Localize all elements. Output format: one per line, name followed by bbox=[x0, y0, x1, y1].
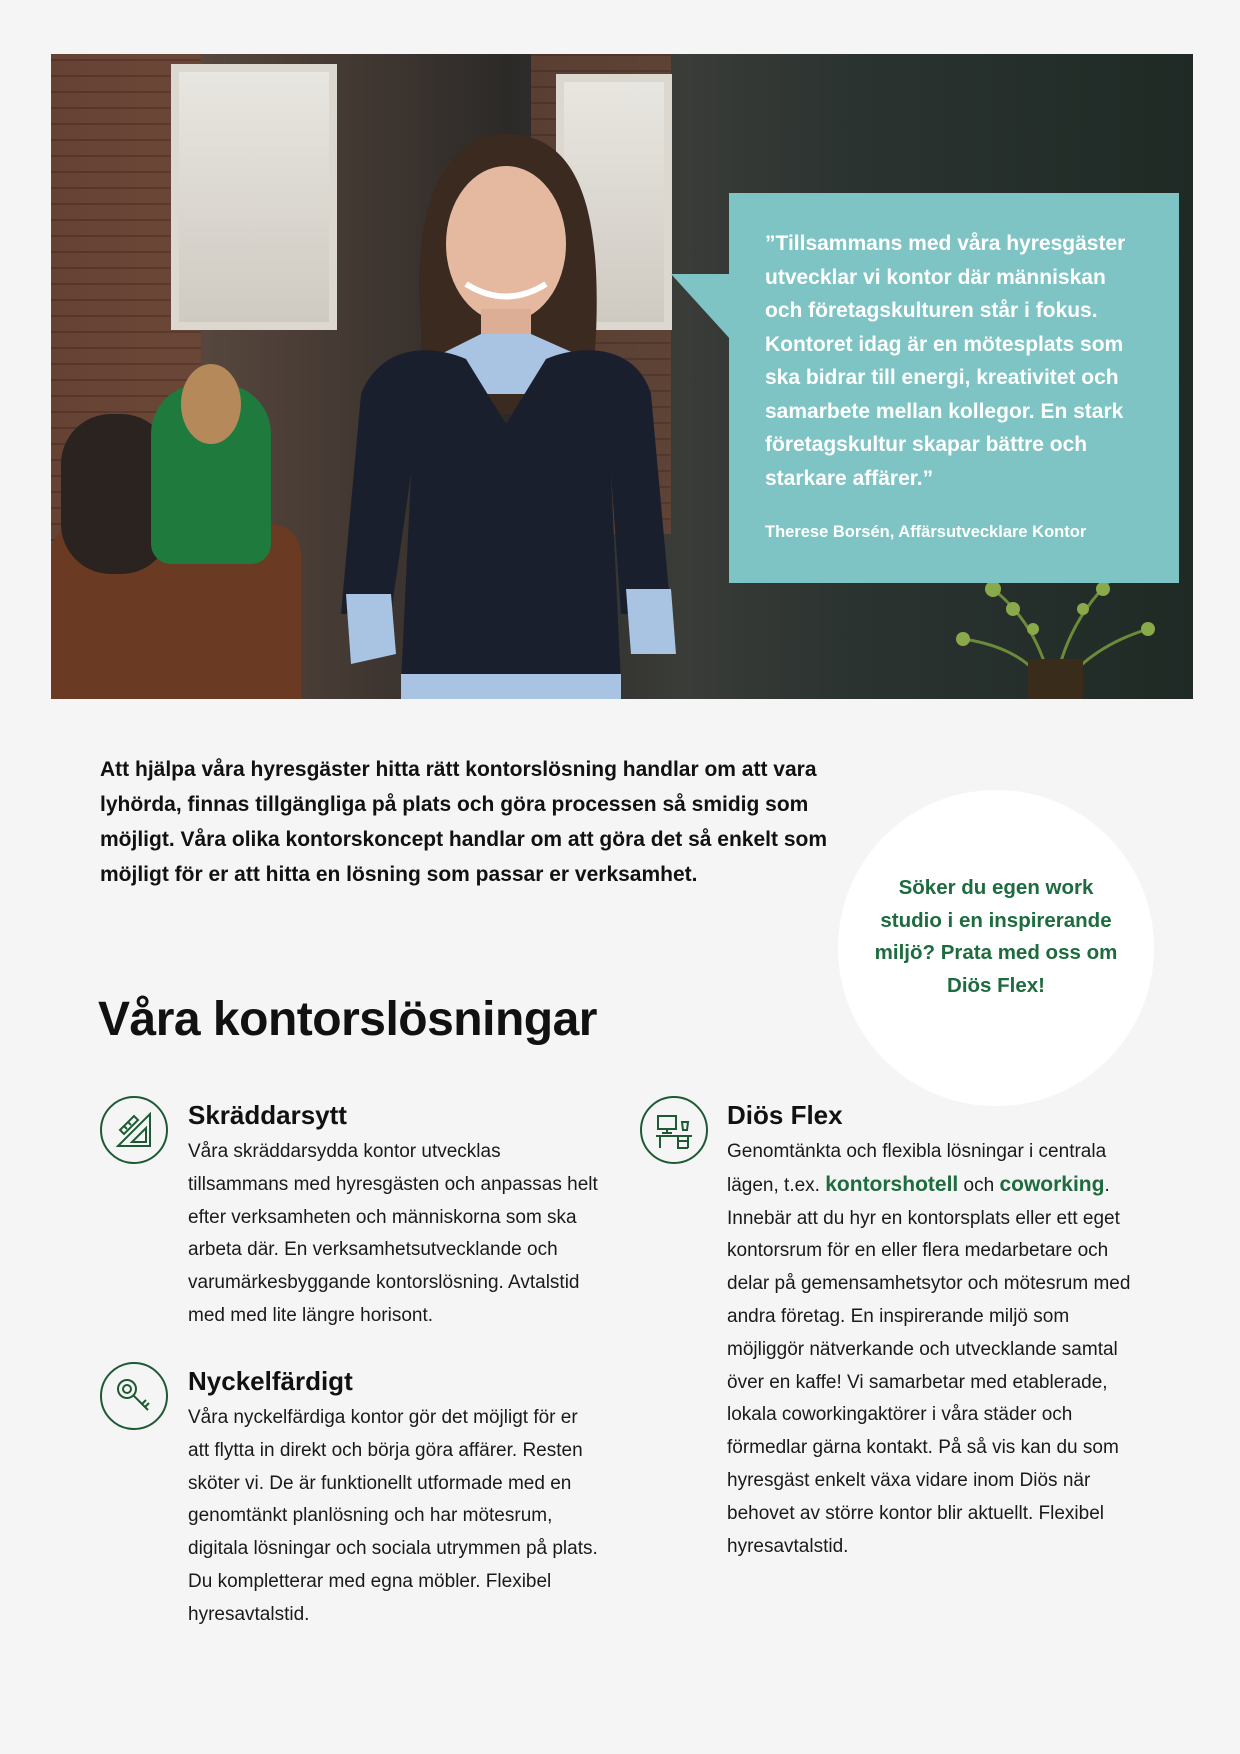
desk-computer-icon bbox=[640, 1096, 708, 1164]
skraddarsytt-text: Våra skräddarsydda kontor utvecklas tillsammans med hyresgästen och anpassas helt efter verksamheten och människorna som ska arbeta där. En verksamhetsutvecklande och varumärkesbyggande kontorslösning. Avtalstid med med lite längre horisont. bbox=[188, 1141, 598, 1326]
ruler-triangle-icon bbox=[100, 1096, 168, 1164]
speech-bubble-tail bbox=[671, 274, 731, 340]
nyckelfardigt-title: Nyckelfärdigt bbox=[188, 1366, 353, 1396]
hero-photo bbox=[51, 54, 1193, 699]
dios-flex-text-part: . Innebär att du hyr en kontorsplats eller ett eget kontorsrum för en eller flera medarbetare och delar på gemensamhetsytor och mötesrum med andra företag. En inspirerande miljö som möjliggör nätverkande och utvecklande samtal över en kaffe! Vi samarbetar med etablerade, lokala coworkingaktörer i våra städer och förmedlar gärna kontakt. På så vis kan du som hyresgäst enkelt växa vidare inom Diös när behovet av större kontor blir aktuellt. Flexibel hyresavtalstid. bbox=[727, 1174, 1131, 1557]
nyckelfardigt-text: Våra nyckelfärdiga kontor gör det möjligt för er att flytta in direkt och börja göra affärer. Resten sköter vi. De är funktionellt utformade med en genomtänkt planlösning och har mötesrum, digitala lösningar och sociala utrymmen på plats. Du kompletterar med egna möbler. Flexibel hyresavtalstid. bbox=[188, 1407, 598, 1625]
quote-box bbox=[729, 193, 1179, 583]
quote-author: Therese Borsén, Affärsutvecklare Kontor bbox=[765, 523, 1087, 541]
quote-text: ”Tillsammans med våra hyresgäster utvecklar vi kontor där människan och företagskulturen står i fokus. Kontoret idag är en mötesplats som ska bidrar till energi, kreativitet och samarbete mellan kollegor. En stark företagskultur skapar bättre och starkare affärer.” bbox=[765, 232, 1126, 490]
key-icon bbox=[100, 1362, 168, 1430]
dios-flex-title: Diös Flex bbox=[727, 1100, 843, 1130]
kontorshotell-link[interactable]: kontorshotell bbox=[825, 1172, 959, 1196]
skraddarsytt-title: Skräddarsytt bbox=[188, 1100, 347, 1130]
intro-paragraph: Att hjälpa våra hyresgäster hitta rätt kontorslösning handlar om att vara lyhörda, finnas tillgängliga på plats och göra processen så smidig som möjligt. Våra olika kontorskoncept handlar om att göra det så enkelt som möjligt för er att hitta en lösning som passar er verksamhet. bbox=[100, 758, 828, 886]
dios-flex-callout bbox=[838, 790, 1154, 1106]
dios-flex-text-part: och bbox=[958, 1174, 1000, 1196]
section-title: Våra kontorslösningar bbox=[98, 993, 597, 1046]
portrait-woman bbox=[291, 94, 711, 699]
coworking-link[interactable]: coworking bbox=[999, 1172, 1105, 1196]
dios-flex-text-part: Genomtänkta och flexibla lösningar i centrala lägen, t.ex. bbox=[727, 1141, 1107, 1196]
dios-flex-text bbox=[727, 1136, 1147, 1563]
callout-text: Söker du egen work studio i en inspirerande miljö? Prata med oss om Diös Flex! bbox=[874, 876, 1118, 997]
